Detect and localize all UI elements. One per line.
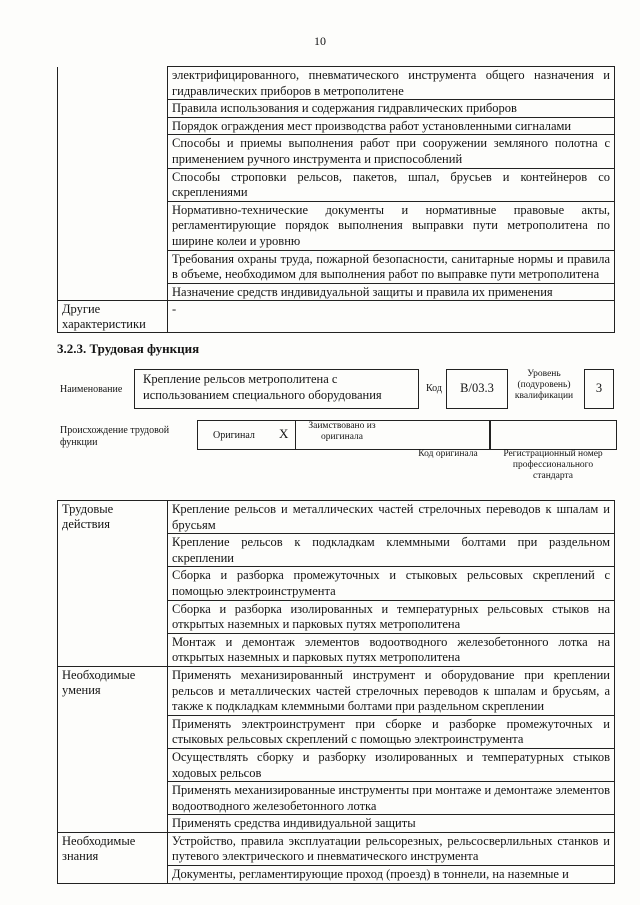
labor-function-table xyxy=(57,500,615,884)
table-row: Способы и приемы выполнения работ при сооружении земляного полотна с применением ручного инструмента и приспособлений xyxy=(168,135,615,168)
table-row: Применять средства индивидуальной защиты xyxy=(168,815,615,833)
table-row: Монтаж и демонтаж элементов водоотводного железобетонного лотка на открытых наземных и парковых путях метрополитена xyxy=(168,633,615,666)
empty-label-cell xyxy=(58,67,168,301)
page-number: 10 xyxy=(314,34,326,48)
function-name-box xyxy=(134,369,419,409)
level-value: 3 xyxy=(595,381,603,395)
code-original-label: Код оригинала xyxy=(418,449,478,459)
table-row: Назначение средств индивидуальной защиты и правила их применения xyxy=(168,283,615,301)
table-row: Устройство, правила эксплуатации рельсорезных, рельсосверлильных станков и путевого электрического и пневматического инструмента xyxy=(168,832,615,865)
origin-divider xyxy=(295,421,296,449)
registration-number-box xyxy=(489,420,617,450)
labor-actions-label: Трудовые действия xyxy=(58,501,168,667)
table-row: электрифицированного, пневматического инструмента общего назначения и гидравлических приборов в метрополитене xyxy=(168,67,615,100)
table-row: Применять механизированные инструменты при монтаже и демонтаже элементов водоотводного железобетонного лотка xyxy=(168,782,615,815)
table-row: Порядок ограждения мест производства работ установленными сигналами xyxy=(168,117,615,135)
table-row: Способы строповки рельсов, пакетов, шпал, брусьев и контейнеров со скреплениями xyxy=(168,168,615,201)
function-name-value: Крепление рельсов метрополитена с использованием специального оборудования xyxy=(143,372,382,402)
table-row: Сборка и разборка промежуточных и стыковых рельсовых скреплений с помощью электроинструмента xyxy=(168,567,615,600)
table-row: Нормативно-технические документы и нормативные правовые акты, регламентирующие порядок выполнения выправки пути метрополитена по ширине колеи и уровню xyxy=(168,201,615,250)
original-label: Оригинал xyxy=(213,430,255,441)
table-row: Правила использования и содержания гидравлических приборов xyxy=(168,100,615,118)
table-row: Сборка и разборка изолированных и температурных рельсовых стыков на открытых наземных и парковых путях метрополитена xyxy=(168,600,615,633)
origin-label: Происхождение трудовой функции xyxy=(60,425,170,448)
qualification-level-label: Уровень (подуровень) квалификации xyxy=(514,369,574,401)
table-row: Применять механизированный инструмент и оборудование при креплении рельсов и металлических частей стрелочных переводов к шпалам и брусьям, а также к подкладкам клеммными болтами при раздельном скреплении xyxy=(168,666,615,715)
required-skills-label: Необходимые умения xyxy=(58,666,168,832)
table-row: Применять электроинструмент при сборке и разборке промежуточных и стыковых рельсовых скреплений с помощью электроинструмента xyxy=(168,715,615,748)
table-row: Требования охраны труда, пожарной безопасности, санитарные нормы и правила в объеме, необходимом для выполнения работ по выправке пути метрополитена xyxy=(168,250,615,283)
code-box xyxy=(446,369,508,409)
other-characteristics-value: - xyxy=(168,301,615,333)
code-label: Код xyxy=(426,383,442,394)
borrowed-label: Заимствовано из оригинала xyxy=(308,421,376,442)
required-knowledge-label: Необходимые знания xyxy=(58,832,168,883)
code-value: В/03.3 xyxy=(460,381,494,395)
table-row: Осуществлять сборку и разборку изолированных и температурных стыков ходовых рельсов xyxy=(168,748,615,781)
level-box xyxy=(584,369,614,409)
knowledge-table-continued xyxy=(57,66,615,333)
name-label: Наименование xyxy=(60,384,123,395)
original-mark: X xyxy=(279,426,289,441)
other-characteristics-label: Другие характеристики xyxy=(58,301,168,333)
registration-number-label: Регистрационный номер профессионального стандарта xyxy=(503,449,603,481)
section-heading: 3.2.3. Трудовая функция xyxy=(57,341,200,356)
table-row: Крепление рельсов к подкладкам клеммными болтами при раздельном скреплении xyxy=(168,534,615,567)
table-row: Крепление рельсов и металлических частей стрелочных переводов к шпалам и брусьям xyxy=(168,501,615,534)
table-row: Документы, регламентирующие проход (проезд) в тоннели, на наземные и xyxy=(168,866,615,884)
